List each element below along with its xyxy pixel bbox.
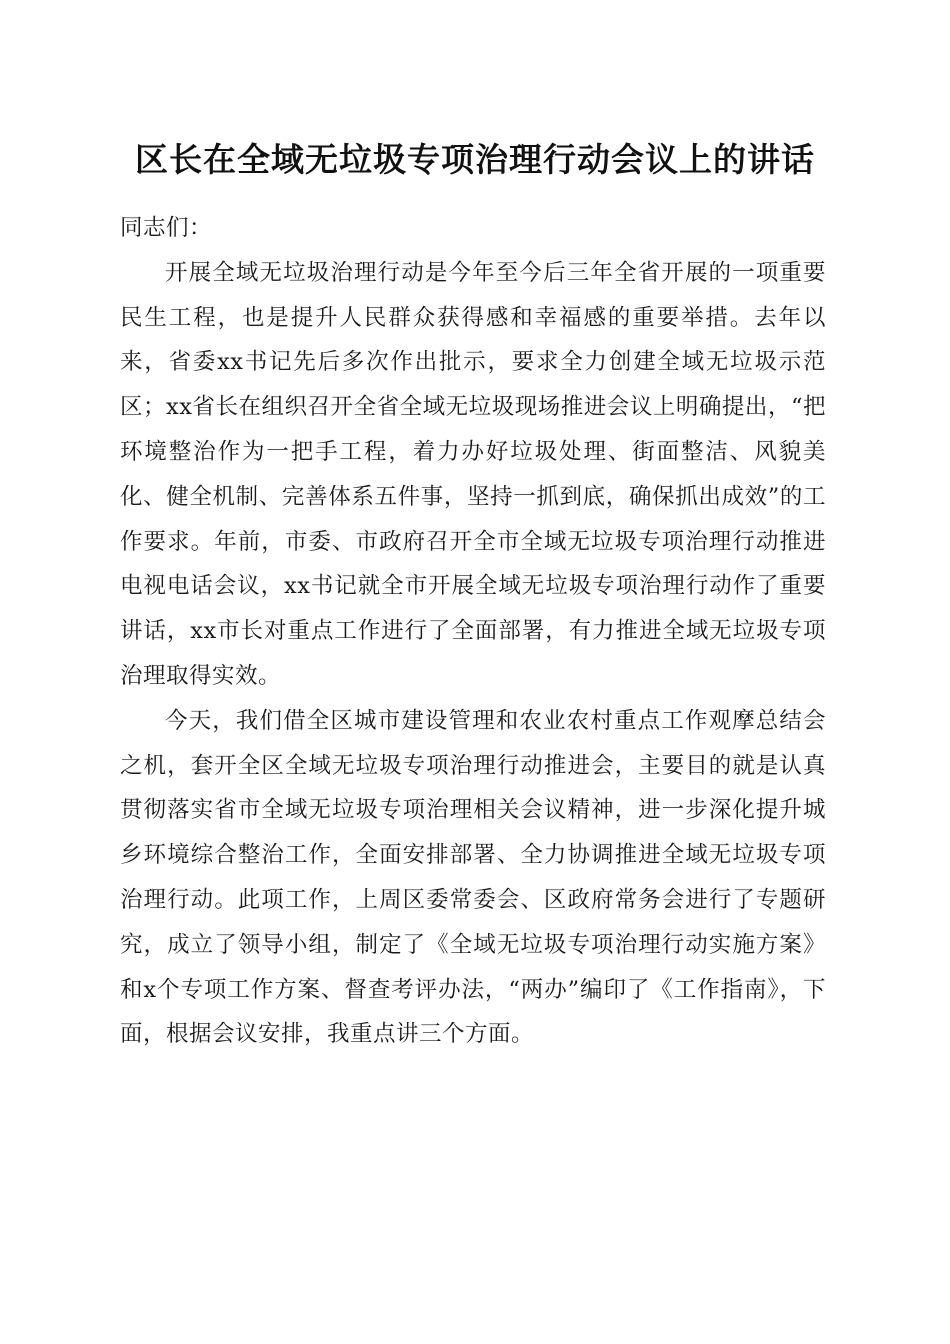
document-body [120, 206, 826, 1057]
document-title: 区长在全域无垃圾专项治理行动会议上的讲话 [135, 140, 815, 179]
paragraph-2: 今天，我们借全区城市建设管理和农业农村重点工作观摩总结会之机，套开全区全域无垃圾专项治理行动推进会，主要目的就是认真贯彻落实省市全域无垃圾专项治理相关会议精神，进一步深化提升城乡环境综合整治工作，全面安排部署、全力协调推进全域无垃圾专项治理行动。此项工作，上周区委常委会、区政府常务会进行了专题研究，成立了领导小组，制定了《全域无垃圾专项治理行动实施方案》和x个专项工作方案、督查考评办法，“两办”编印了《工作指南》，下面，根据会议安排，我重点讲三个方面。 [120, 707, 826, 1048]
salutation: 同志们： [120, 215, 213, 241]
paragraph-1: 开展全域无垃圾治理行动是今年至今后三年全省开展的一项重要民生工程，也是提升人民群众获得感和幸福感的重要举措。去年以来，省委xx书记先后多次作出批示，要求全力创建全域无垃圾示范区；xx省长在组织召开全省全域无垃圾现场推进会议上明确提出，“把环境整治作为一把手工程，着力办好垃圾处理、街面整洁、风貌美化、健全机制、完善体系五件事，坚持一抓到底，确保抓出成效”的工作要求。年前，市委、市政府召开全市全域无垃圾专项治理行动推进电视电话会议，xx书记就全市开展全域无垃圾专项治理行动作了重要讲话，xx市长对重点工作进行了全面部署，有力推进全域无垃圾专项治理取得实效。 [120, 259, 826, 689]
